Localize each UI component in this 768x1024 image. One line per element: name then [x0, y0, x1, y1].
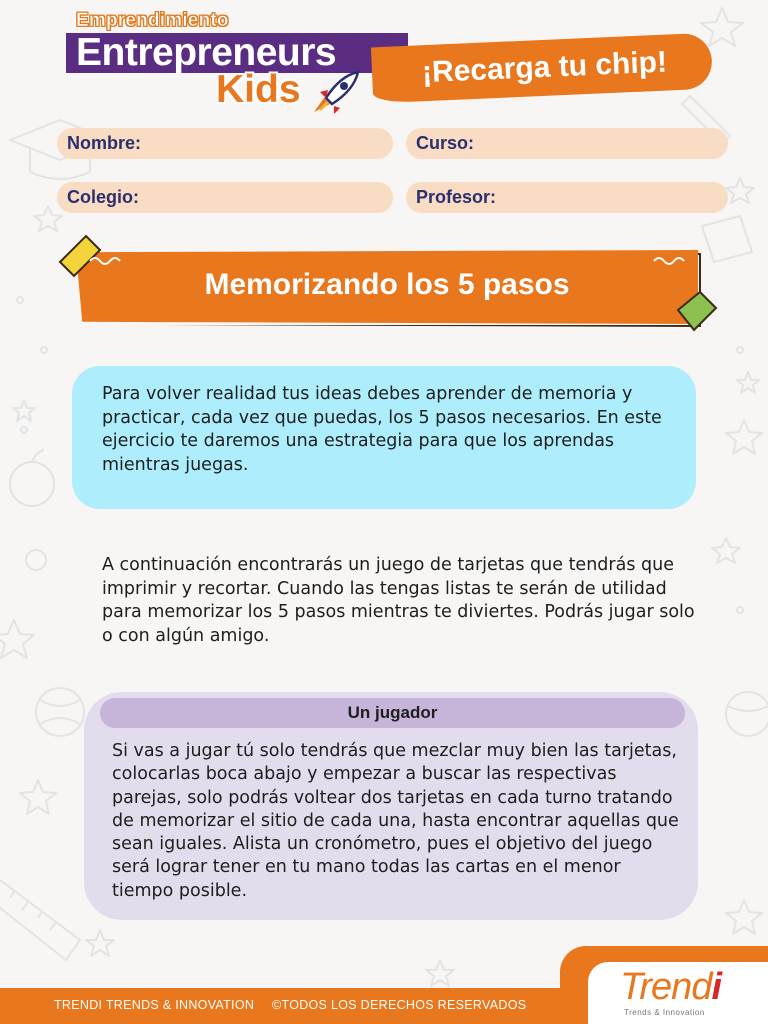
- trendi-logo: [620, 966, 721, 1009]
- star-doodle: [20, 780, 56, 814]
- star-doodle: [426, 960, 454, 986]
- page-title: Memorizando los 5 pasos: [204, 268, 570, 301]
- footer-company: TRENDI TRENDS & INNOVATION: [54, 998, 255, 1012]
- curso-field[interactable]: Curso:: [406, 128, 728, 159]
- star-doodle: [701, 8, 743, 46]
- star-doodle: [726, 900, 762, 934]
- star-doodle: [712, 538, 740, 563]
- logo-emprendimiento: Emprendimiento: [76, 10, 229, 31]
- star-doodle: [86, 930, 114, 956]
- single-player-text: Si vas a jugar tú solo tendrás que mezclar muy bien las tarjetas, colocarlas boca abajo y empezar a buscar las respectivas parejas, solo podrás voltear dos tarjetas en cada turno tratando de memorizar el sitio de cada una, hasta encontrar aquellas que sean iguales. Alista un cronómetro, pues el objetivo del juego será lograr tener en tu mano todas las cartas en el menor tiempo posible.: [112, 741, 679, 901]
- ball-doodle: [36, 688, 84, 736]
- trendi-tagline: Trends & Innovation: [624, 1008, 705, 1017]
- apple-doodle: [10, 462, 54, 506]
- footer-rights: ©TODOS LOS DERECHOS RESERVADOS: [271, 998, 527, 1012]
- colegio-field[interactable]: Colegio:: [57, 182, 393, 213]
- instructions-paragraph: A continuación encontrarás un juego de tarjetas que tendrás que imprimir y recortar. Cuando las tengas listas te serán de utilidad para memorizar los 5 pasos mientras te diviertes. Podrás jugar solo o con algún amigo.: [102, 555, 695, 646]
- nombre-field[interactable]: Nombre:: [57, 128, 393, 159]
- trendi-logo-main: Trend: [620, 966, 712, 1008]
- book-doodle: [702, 216, 752, 262]
- single-player-heading: Un jugador: [100, 698, 685, 728]
- star-doodle: [726, 178, 754, 203]
- intro-text: Para volver realidad tus ideas debes aprender de memoria y practicar, cada vez que puedas, los 5 pasos necesarios. En este ejercicio te daremos una estrategia para que los aprendas mientras juegas.: [102, 384, 662, 475]
- logo-entrepreneurs: Entrepreneurs: [66, 33, 408, 73]
- trendi-logo-i: i: [711, 966, 722, 1008]
- rocket-icon: [306, 68, 362, 118]
- star-doodle: [726, 420, 762, 454]
- star-doodle: [0, 620, 34, 658]
- star-doodle: [737, 372, 759, 393]
- star-doodle: [13, 400, 35, 421]
- star-doodle: [34, 206, 62, 231]
- profesor-field[interactable]: Profesor:: [406, 182, 728, 213]
- logo-kids: Kids: [216, 68, 301, 111]
- intro-box: [72, 366, 696, 509]
- ball-doodle: [726, 692, 768, 736]
- footer-text: [54, 998, 526, 1012]
- recarga-chip-banner: ¡Recarga tu chip!: [371, 33, 713, 104]
- ruler-doodle: [0, 880, 80, 960]
